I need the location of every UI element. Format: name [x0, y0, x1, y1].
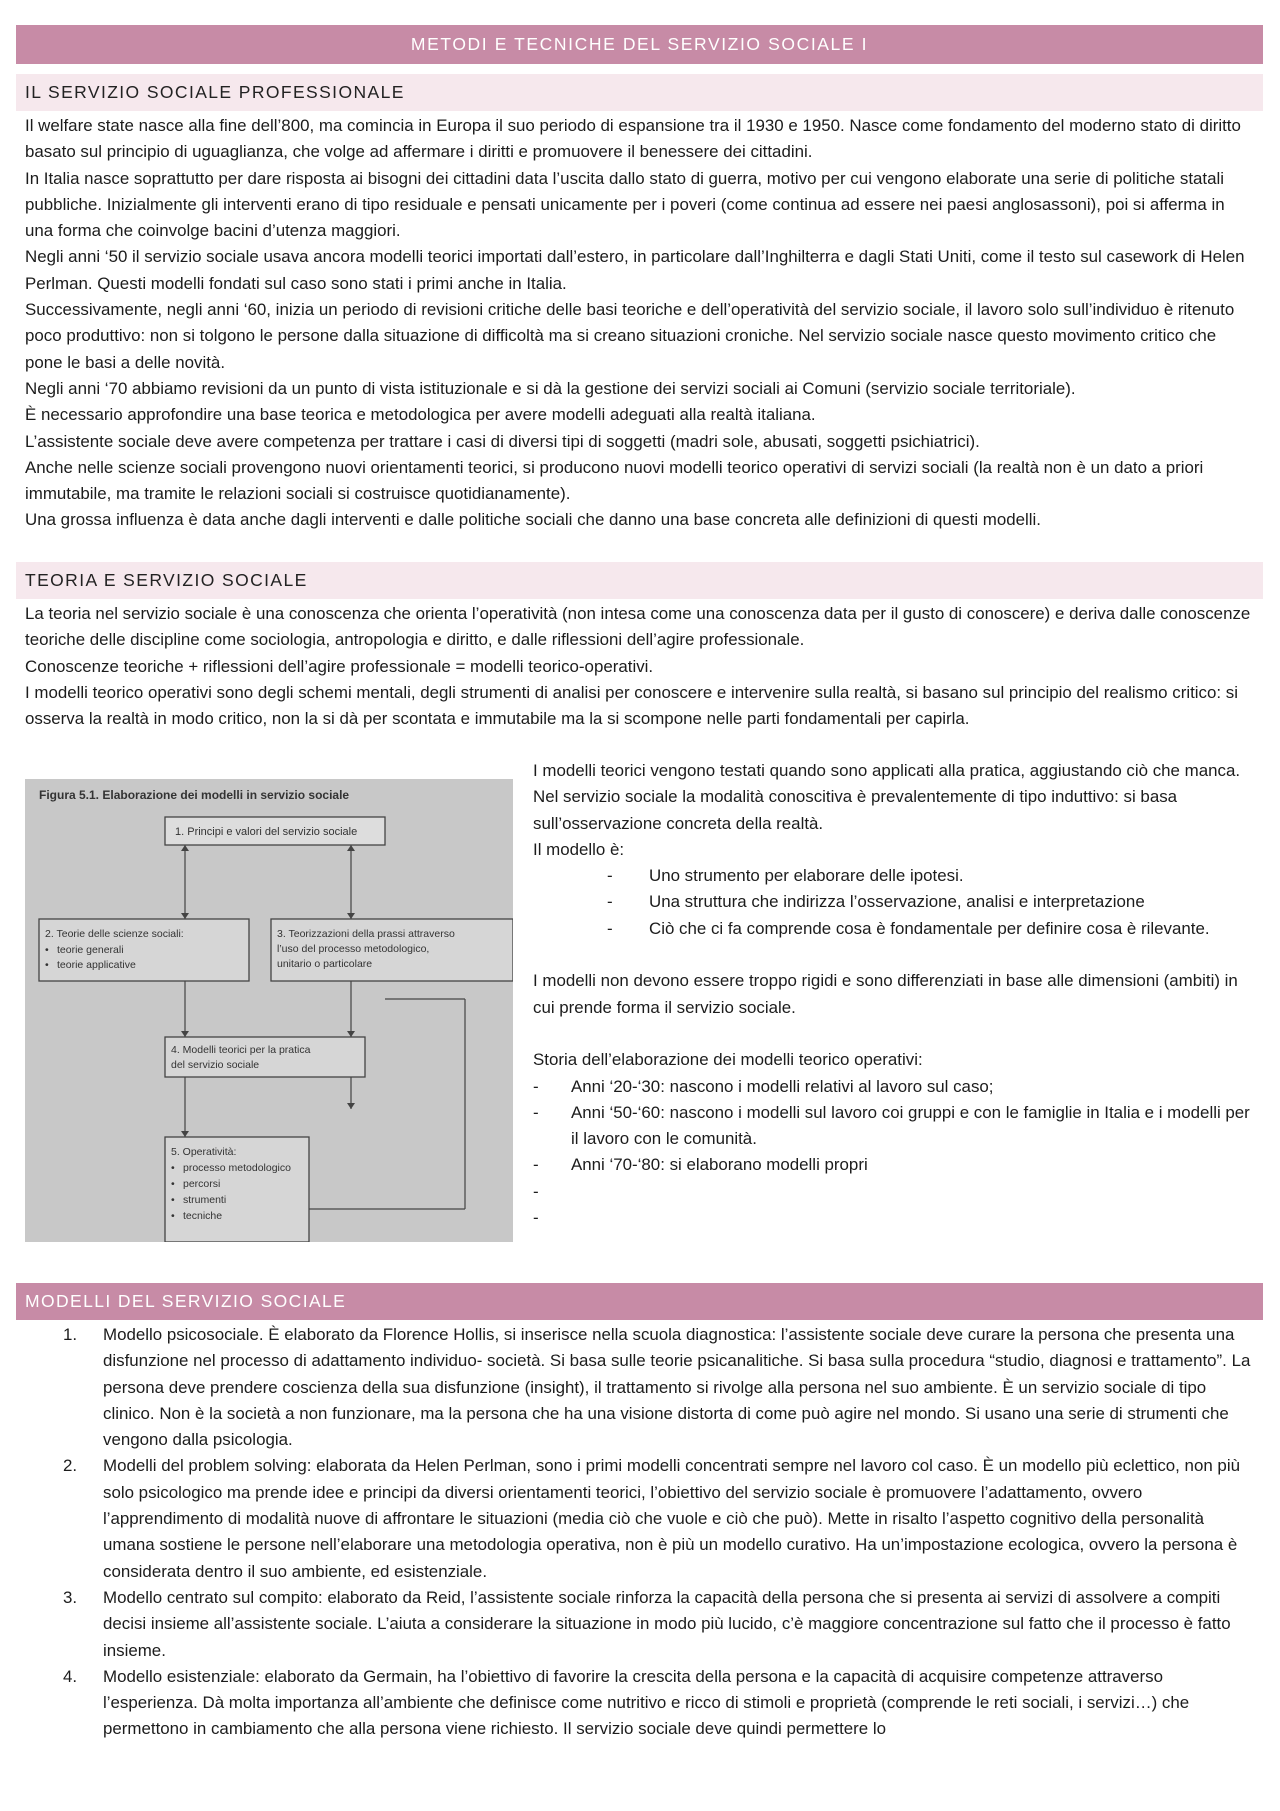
document-title: METODI E TECNICHE DEL SERVIZIO SOCIALE I	[16, 25, 1263, 64]
figure-box-operativita-item: tecniche	[183, 1210, 223, 1222]
list-item-text: Modello centrato sul compito: elaborato da Reid, l’assistente sociale rinforza la capacità della persona che si presenta ai servizi di assolvere a compiti decisi insieme all’assistente sociale. L’aiuta a considerare la situazione in modo più lucido, c’è maggiore concentrazione sul fatto che il processo è fatto insieme.	[103, 1587, 1231, 1660]
list-number: 1.	[63, 1325, 78, 1344]
list-dash: -	[533, 1208, 539, 1228]
figure-box-teorie-item: teorie applicative	[57, 959, 136, 971]
figure-box-operativita-bullet: •	[171, 1162, 175, 1174]
list-dash: -	[607, 892, 613, 912]
paragraph: L’assistente sociale deve avere competenza per trattare i casi di diversi tipi di soggetti (madri sole, abusati, soggetti psichiatrici).	[25, 431, 980, 451]
list-item-text: Anni ‘20-‘30: nascono i modelli relativi al lavoro sul caso;	[571, 1076, 994, 1096]
figure-box-teorizzazioni-line: 3. Teorizzazioni della prassi attraverso	[277, 928, 455, 940]
figure-box-modelli	[165, 1037, 365, 1077]
figure-side-text	[533, 758, 1263, 1231]
list-item	[533, 1152, 1263, 1178]
paragraph: Successivamente, negli anni ‘60, inizia un periodo di revisioni critiche delle basi teoriche e dell’operatività del servizio sociale, il lavoro solo sull’individuo è ritenuto poco produttivo: non si tolgono le persone dalla situazione di difficoltà ma si creano situazioni croniche. Nel servizio sociale nasce questo movimento critico che pone le basi a delle novità.	[25, 300, 1235, 372]
list-number: 3.	[63, 1587, 78, 1607]
figure-box-operativita-item: strumenti	[183, 1194, 227, 1206]
list-dash: -	[607, 918, 613, 938]
list-item-text: Ciò che ci fa comprende cosa è fondamentale per definire cosa è rilevante.	[649, 918, 1210, 938]
figure-box-modelli-line: 4. Modelli teorici per la pratica	[171, 1044, 311, 1056]
list-item	[533, 916, 1263, 942]
figure-box-operativita-bullet: •	[171, 1178, 175, 1190]
paragraph: È necessario approfondire una base teorica e metodologica per avere modelli adeguati alla realtà italiana.	[25, 405, 816, 425]
figure-box-teorie-bullet: •	[45, 959, 49, 971]
list-item	[533, 863, 1263, 889]
paragraph: Il modello è:	[533, 839, 625, 859]
paragraph: Negli anni ‘50 il servizio sociale usava ancora modelli teorici importati dall’estero, in particolare dall’Inghilterra e dagli Stati Uniti, come il testo sul casework di Helen Perlman. Questi modelli fondati sul caso sono stati i primi anche in Italia.	[25, 247, 1245, 293]
figure-box-operativita-bullet: •	[171, 1194, 175, 1206]
figure-box-teorie-title: 2. Teorie delle scienze sociali:	[45, 928, 184, 940]
paragraph: Storia dell’elaborazione dei modelli teorico operativi:	[533, 1050, 923, 1070]
figure-box-operativita-item: processo metodologico	[183, 1162, 291, 1174]
figure-box-teorizzazioni-line: l’uso del processo metodologico,	[277, 943, 430, 955]
figure-box-teorizzazioni-line: unitario o particolare	[277, 958, 373, 970]
list-item	[533, 1074, 1263, 1100]
paragraph: Negli anni ‘70 abbiamo revisioni da un punto di vista istituzionale e si dà la gestione dei servizi sociali ai Comuni (servizio sociale territoriale).	[25, 378, 1076, 398]
list-dash: -	[533, 1076, 539, 1096]
paragraph: La teoria nel servizio sociale è una conoscenza che orienta l’operatività (non intesa come una conoscenza data per il gusto di conoscere) e deriva dalle conoscenze teoriche delle discipline come sociologia, antropologia e diritto, e dalle riflessioni dell’agire professionale.	[25, 604, 1251, 650]
list-item	[533, 1100, 1263, 1153]
figure-box-teorie-item: teorie generali	[57, 944, 124, 956]
paragraph: Anche nelle scienze sociali provengono nuovi orientamenti teorici, si producono nuovi modelli teorico operativi di servizi sociali (la realtà non è un dato a priori immutabile, ma tramite le relazioni sociali si costruisce quotidianamente).	[25, 457, 1204, 504]
figure-elaborazione-modelli	[25, 779, 513, 1242]
paragraph: I modelli teorico operativi sono degli schemi mentali, degli strumenti di analisi per conoscere e intervenire sulla realtà, si basano sul principio del realismo critico: si osserva la realtà in modo critico, non la si dà per scontata e immutabile ma la si scompone nelle parti fondamentali per capirla.	[25, 682, 1238, 729]
list-item	[25, 1585, 1257, 1664]
paragraph: Conoscenze teoriche + riflessioni dell’agire professionale = modelli teorico-operativi.	[25, 656, 654, 676]
list-item	[533, 1205, 1263, 1231]
section-heading-modelli: MODELLI DEL SERVIZIO SOCIALE	[16, 1283, 1263, 1320]
list-dash: -	[533, 1102, 539, 1122]
section-heading-teoria-servizio-sociale: TEORIA E SERVIZIO SOCIALE	[16, 562, 1263, 599]
figure-caption: Figura 5.1. Elaborazione dei modelli in servizio sociale	[39, 788, 350, 802]
list-item-text: Uno strumento per elaborare delle ipotesi.	[649, 866, 964, 886]
section-heading-servizio-sociale-professionale: IL SERVIZIO SOCIALE PROFESSIONALE	[16, 74, 1263, 111]
paragraph: Una grossa influenza è data anche dagli interventi e dalle politiche sociali che danno una base concreta alle definizioni di questi modelli.	[25, 510, 1041, 530]
paragraph: I modelli non devono essere troppo rigidi e sono differenziati in base alle dimensioni (ambiti) in cui prende forma il servizio sociale.	[533, 971, 1238, 1017]
figure-box-teorie-bullet: •	[45, 944, 49, 956]
section-body-teoria-servizio-sociale	[25, 601, 1257, 732]
figure-box-principi-label: 1. Principi e valori del servizio sociale	[175, 826, 358, 838]
list-item-text: Modello psicosociale. È elaborato da Florence Hollis, si inserisce nella scuola diagnostica: l’assistente sociale deve curare la persona che presenta una disfunzione nel processo di adattamento individuo- società. Si basa sulle teorie psicanalitiche. Si basa sulla procedura “studio, diagnosi e trattamento”. La persona deve prendere coscienza della sua disfunzione (insight), il trattamento si rivolge alla persona nel suo ambiente. È un servizio sociale di tipo clinico. Non è la società a non funzionare, ma la persona che ha una visione distorta di come può agire nel mondo. Si usano una serie di strumenti che vengono dalla psicologia.	[103, 1325, 1251, 1450]
list-item-text: Modello esistenziale: elaborato da Germain, ha l’obiettivo di favorire la crescita della persona e la capacità di acquisire competenze attraverso l’esperienza. Dà molta importanza all’ambiente che definisce come nutritivo e ricco di stimoli e proprietà (comprende le reti sociali, i servizi…) che permettono in cambiamento che alla persona viene richiesto. Il servizio sociale deve quindi permettere lo	[103, 1666, 1190, 1739]
list-item	[533, 1179, 1263, 1205]
list-item-text: Modelli del problem solving: elaborata da Helen Perlman, sono i primi modelli concentrati sempre nel lavoro col caso. È un modello più eclettico, non più solo psicologico ma prende idee e principi da diversi orientamenti teorici, l’obiettivo del servizio sociale è promuovere l’adattamento, ovvero l’apprendimento di modalità nuove di affrontare le situazioni (media ciò che vuole e ciò che può). Mette in risalto l’aspetto cognitivo della personalità umana sostiene le persone nell’elaborare una metodologia operativa, non è più un modello curativo. Ha un’impostazione ecologica, ovvero la persona è considerata dentro il suo ambiente, ed esistenziale.	[103, 1456, 1240, 1581]
list-item	[25, 1664, 1257, 1743]
list-item-text: Una struttura che indirizza l’osservazione, analisi e interpretazione	[649, 892, 1145, 912]
figure-box-modelli-line: del servizio sociale	[171, 1059, 260, 1071]
list-item-text: Anni ‘50-‘60: nascono i modelli sul lavoro coi gruppi e con le famiglie in Italia e i modelli per il lavoro con le comunità.	[571, 1102, 1250, 1149]
list-dash: -	[533, 1181, 539, 1201]
paragraph: Il welfare state nasce alla fine dell’800, ma comincia in Europa il suo periodo di espansione tra il 1930 e 1950. Nasce come fondamento del moderno stato di diritto basato sul principio di uguaglianza, che volge ad affermare i diritti e promuovere il benessere dei cittadini.	[25, 116, 1241, 162]
paragraph: I modelli teorici vengono testati quando sono applicati alla pratica, aggiustando ciò che manca. Nel servizio sociale la modalità conoscitiva è prevalentemente di tipo induttivo: si basa sull’osservazione concreta della realtà.	[533, 761, 1241, 833]
list-item	[25, 1453, 1257, 1584]
section-body-servizio-sociale-professionale	[25, 113, 1257, 534]
list-item	[533, 889, 1263, 915]
list-number: 2.	[63, 1456, 78, 1476]
figure-box-operativita-bullet: •	[171, 1210, 175, 1222]
list-dash: -	[533, 1155, 539, 1175]
blank-line	[533, 942, 1263, 968]
list-dash: -	[607, 866, 613, 886]
figure-box-operativita-title: 5. Operatività:	[171, 1146, 237, 1158]
blank-line	[533, 1021, 1263, 1047]
paragraph: In Italia nasce soprattutto per dare risposta ai bisogni dei cittadini data l’uscita dallo stato di guerra, motivo per cui vengono elaborate una serie di politiche statali pubbliche. Inizialmente gli interventi erano di tipo residuale e pensati unicamente per i poveri (come continua ad essere nei paesi anglosassoni), poi si afferma in una forma che coinvolge bacini d’utenza maggiori.	[25, 168, 1225, 241]
list-item	[25, 1322, 1257, 1453]
list-item-text: Anni ‘70-‘80: si elaborano modelli propri	[571, 1155, 868, 1175]
figure-box-operativita-item: percorsi	[183, 1178, 221, 1190]
list-number: 4.	[63, 1666, 78, 1686]
models-list	[25, 1322, 1257, 1743]
